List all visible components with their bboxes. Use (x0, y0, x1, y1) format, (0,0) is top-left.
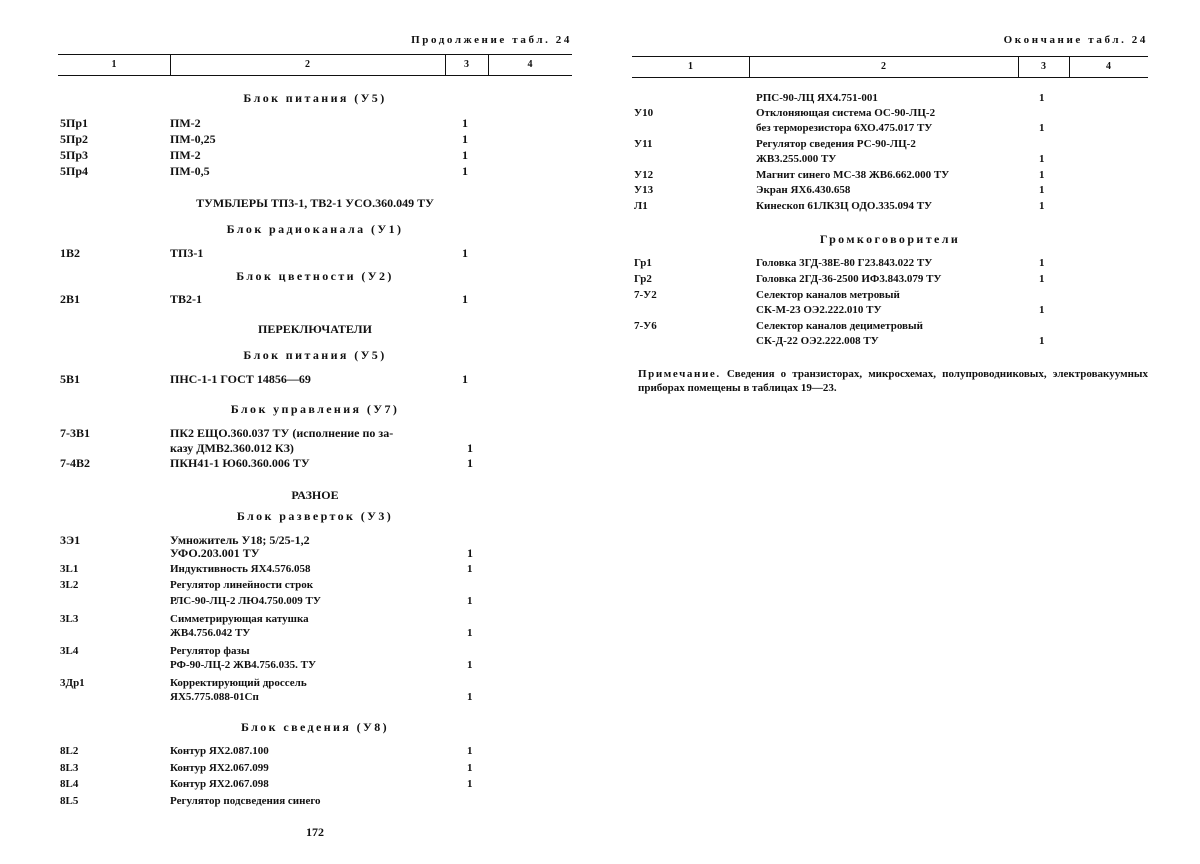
table-row (58, 292, 572, 308)
component-name: Магнит синего МС-38 ЖВ6.662.000 ТУ (756, 169, 950, 181)
designator: Гр1 (634, 257, 652, 269)
section-heading: Громкоговорители (819, 232, 961, 246)
section-heading: РАЗНОЕ (291, 488, 339, 502)
component-name: ТВ2-1 (170, 292, 203, 306)
quantity: 1 (467, 456, 473, 470)
designator: У13 (634, 184, 654, 196)
component-name: ПМ-2 (170, 116, 201, 130)
designator: 5В1 (60, 372, 81, 386)
designator: 1В2 (60, 246, 81, 260)
component-name: Регулятор подсведения синего (170, 795, 321, 807)
quantity: 1 (467, 595, 473, 607)
header-col-4: 4 (527, 59, 533, 70)
component-name: СК-М-23 ОЭ2.222.010 ТУ (756, 304, 882, 316)
designator: 5Пр3 (60, 148, 89, 162)
designator: У10 (634, 107, 654, 119)
component-name: Контур ЯХ2.067.098 (170, 778, 269, 790)
section-heading: Блок питания (У5) (243, 348, 387, 362)
designator: 5Пр2 (60, 132, 89, 146)
table-row (632, 273, 1148, 289)
designator: 3L3 (60, 613, 79, 625)
header-col-2: 2 (881, 61, 886, 72)
designator: 3Э1 (60, 533, 81, 547)
component-name: ЯХ5.775.088-01Сп (170, 691, 259, 703)
table-row (58, 563, 572, 579)
quantity: 1 (1039, 304, 1045, 316)
component-name: ПК2 ЕЩО.360.037 ТУ (исполнение по за- (170, 426, 394, 440)
table-row (58, 579, 572, 595)
designator: 8L4 (60, 778, 79, 790)
table-continuation-label: Продолжение табл. 24 (411, 34, 572, 46)
quantity: 1 (462, 148, 468, 162)
table-row (632, 169, 1148, 185)
header-col-4: 4 (1106, 61, 1111, 72)
designator: 5Пр4 (60, 164, 89, 178)
designator: 5Пр1 (60, 116, 89, 130)
quantity: 1 (1039, 184, 1045, 196)
quantity: 1 (1039, 257, 1045, 269)
designator: Гр2 (634, 273, 652, 285)
designator: У11 (634, 138, 653, 150)
note-text: Сведения о транзисторах, микросхемах, полупроводниковых, электровакуумных приборах помещены в таблицах 19—23. (638, 368, 1148, 394)
quantity: 1 (462, 246, 468, 260)
section-heading: Блок сведения (У8) (240, 720, 390, 734)
quantity: 1 (467, 745, 473, 757)
designator: 3Др1 (60, 677, 85, 689)
quantity: 1 (467, 762, 473, 774)
table-row (632, 320, 1148, 336)
header-col-1: 1 (111, 59, 117, 70)
designator: 3L1 (60, 563, 79, 575)
component-name: казу ДМВ2.360.012 КЗ) (170, 441, 294, 455)
table-row (58, 595, 572, 611)
component-name: Отклоняющая система ОС-90-ЛЦ-2 (756, 107, 936, 119)
quantity: 1 (467, 691, 473, 703)
component-name: Головка 2ГД-36-2500 ИФ3.843.079 ТУ (756, 273, 942, 285)
section-heading: ТУМБЛЕРЫ ТП3-1, ТВ2-1 УСО.360.049 ТУ (196, 196, 434, 210)
table-row (58, 745, 572, 761)
table-row (58, 659, 572, 675)
designator: 8L2 (60, 745, 79, 757)
component-name: ТП3-1 (170, 246, 204, 260)
quantity: 1 (1039, 200, 1045, 212)
component-name: Головка 3ГД-38Е-80 Г23.843.022 ТУ (756, 257, 933, 269)
quantity: 1 (462, 164, 468, 178)
page-number: 172 (306, 825, 324, 839)
note-label: Примечание. (638, 368, 721, 380)
table-row (58, 778, 572, 794)
table-continuation-label: Окончание табл. 24 (1003, 34, 1148, 46)
component-name: ЖВ3.255.000 ТУ (756, 153, 837, 165)
designator: 3L2 (60, 579, 79, 591)
component-name: ПКН41-1 Ю60.360.006 ТУ (170, 456, 310, 470)
table-row (632, 92, 1148, 108)
component-name: УФО.203.001 ТУ (170, 546, 260, 560)
table-row (58, 372, 572, 388)
quantity: 1 (1039, 153, 1045, 165)
table-row (58, 546, 572, 562)
quantity: 1 (1039, 335, 1045, 347)
quantity: 1 (1039, 92, 1045, 104)
quantity: 1 (462, 132, 468, 146)
table-row (58, 691, 572, 707)
table-row (632, 107, 1148, 123)
designator: 7-У6 (634, 320, 657, 332)
designator: Л1 (634, 200, 648, 212)
table-row (58, 116, 572, 132)
table-header (632, 56, 1148, 78)
component-name: ЖВ4.756.042 ТУ (170, 627, 251, 639)
header-col-3: 3 (1041, 61, 1046, 72)
table-row (58, 441, 572, 457)
component-name: ПНС-1-1 ГОСТ 14856—69 (170, 372, 311, 386)
designator: 8L3 (60, 762, 79, 774)
quantity: 1 (467, 563, 473, 575)
section-heading: Блок разверток (У3) (236, 509, 394, 523)
component-name: Селектор каналов дециметровый (756, 320, 923, 332)
component-name: Кинескоп 61ЛК3Ц ОДО.335.094 ТУ (756, 200, 933, 212)
table-row (58, 132, 572, 148)
table-row (58, 164, 572, 180)
component-name: Индуктивность ЯХ4.576.058 (170, 563, 311, 575)
section-heading: Блок радиоканала (У1) (226, 222, 404, 236)
quantity: 1 (467, 441, 473, 455)
quantity: 1 (1039, 122, 1045, 134)
component-name: Регулятор сведения РС-90-ЛЦ-2 (756, 138, 916, 150)
component-name: Умножитель У18; 5/25-1,2 (170, 533, 310, 547)
component-name: СК-Д-22 ОЭ2.222.008 ТУ (756, 335, 879, 347)
table-row (632, 122, 1148, 138)
component-name: Контур ЯХ2.087.100 (170, 745, 269, 757)
quantity: 1 (467, 778, 473, 790)
quantity: 1 (462, 292, 468, 306)
table-header (58, 54, 572, 76)
section-heading: Блок управления (У7) (230, 402, 400, 416)
quantity: 1 (1039, 169, 1045, 181)
quantity: 1 (462, 372, 468, 386)
component-name: Корректирующий дроссель (170, 677, 307, 689)
designator: 7-4В2 (60, 456, 90, 470)
table-row (632, 200, 1148, 216)
designator: У12 (634, 169, 654, 181)
table-row (632, 153, 1148, 169)
component-name: РФ-90-ЛЦ-2 ЖВ4.756.035. ТУ (170, 659, 317, 671)
section-heading: Блок питания (У5) (243, 91, 387, 105)
header-col-3: 3 (464, 59, 469, 70)
header-col-2: 2 (305, 59, 310, 70)
table-row (632, 138, 1148, 154)
table-row (632, 289, 1148, 305)
table-row (58, 627, 572, 643)
section-heading: Блок цветности (У2) (236, 269, 394, 283)
table-row (58, 456, 572, 472)
component-name: Регулятор линейности строк (170, 579, 314, 591)
designator: 2В1 (60, 292, 81, 306)
designator: 7-У2 (634, 289, 657, 301)
component-name: без терморезистора 6ХО.475.017 ТУ (756, 122, 933, 134)
table-row (632, 304, 1148, 320)
header-col-1: 1 (688, 61, 693, 72)
component-name: ПМ-0,25 (170, 132, 216, 146)
component-name: ПМ-0,5 (170, 164, 210, 178)
component-name: РЛС-90-ЛЦ-2 ЛЮ4.750.009 ТУ (170, 595, 321, 607)
table-note (638, 367, 1148, 395)
quantity: 1 (1039, 273, 1045, 285)
table-row (632, 184, 1148, 200)
quantity: 1 (462, 116, 468, 130)
table-row (58, 426, 572, 442)
component-name: РПС-90-ЛЦ ЯХ4.751-001 (756, 92, 878, 104)
table-row (58, 148, 572, 164)
table-row (58, 246, 572, 262)
table-row (632, 335, 1148, 351)
designator: 7-3В1 (60, 426, 90, 440)
designator: 3L4 (60, 645, 79, 657)
section-heading: ПЕРЕКЛЮЧАТЕЛИ (258, 322, 372, 336)
quantity: 1 (467, 627, 473, 639)
component-name: Селектор каналов метровый (756, 289, 900, 301)
quantity: 1 (467, 546, 473, 560)
component-name: Регулятор фазы (170, 645, 250, 657)
component-name: Экран ЯХ6.430.658 (756, 184, 851, 196)
component-name: ПМ-2 (170, 148, 201, 162)
table-row (632, 257, 1148, 273)
quantity: 1 (467, 659, 473, 671)
table-row (58, 795, 572, 811)
table-row (58, 762, 572, 778)
component-name: Контур ЯХ2.067.099 (170, 762, 269, 774)
component-name: Симметрирующая катушка (170, 613, 309, 625)
designator: 8L5 (60, 795, 79, 807)
